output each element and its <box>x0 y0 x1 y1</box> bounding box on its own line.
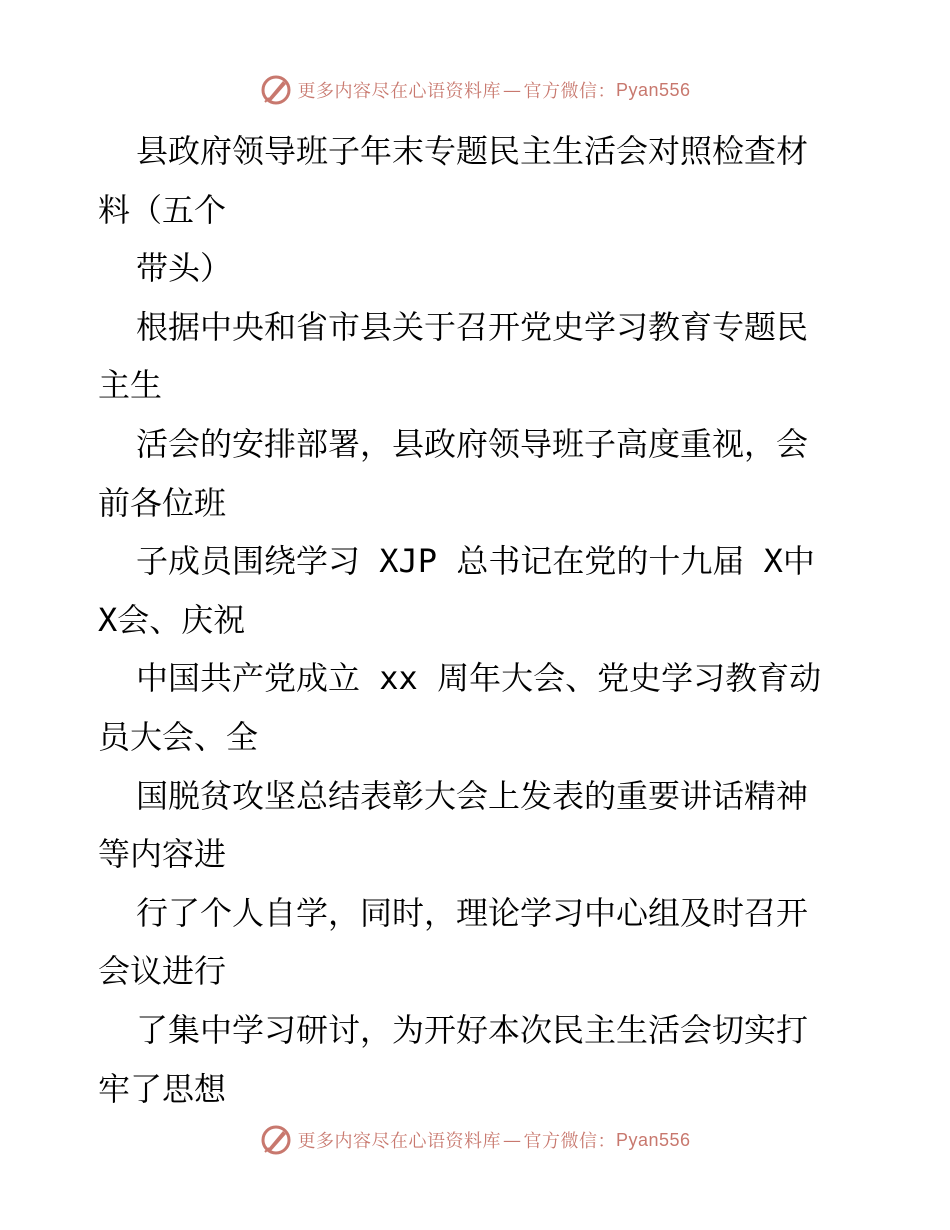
document-line: 牢了思想 <box>98 1069 227 1108</box>
document-line: 了集中学习研讨，为开好本次民主生活会切实打 <box>136 1010 809 1049</box>
watermark-text: 更多内容尽在心语资料库 <box>297 1131 501 1152</box>
document-line: X会、庆祝 <box>98 600 246 639</box>
document-line: 会议进行 <box>98 952 227 991</box>
document-line: 带头） <box>136 249 233 288</box>
watermark-wechat-id: Pyan556 <box>615 1129 691 1150</box>
document-line: 根据中央和省市县关于召开党史学习教育专题民 <box>136 307 809 346</box>
document-line: 主生 <box>98 366 163 405</box>
document-line: 前各位班 <box>98 483 227 522</box>
document-line: 活会的安排部署，县政府领导班子高度重视，会 <box>136 424 809 463</box>
watermark-wechat-label: 官方微信： <box>523 81 616 102</box>
watermark-wechat-id: Pyan556 <box>615 79 691 100</box>
document-line: 县政府领导班子年末专题民主生活会对照检查材 <box>136 132 809 170</box>
watermark-separator: — <box>502 79 522 101</box>
document-line: 等内容进 <box>98 835 227 874</box>
document-line: 子成员围绕学习 XJP 总书记在党的十九届 X中 <box>136 542 815 581</box>
document-line: 中国共产党成立 xx 周年大会、党史学习教育动 <box>136 659 822 698</box>
document-line: 国脱贫攻坚总结表彰大会上发表的重要讲话精神 <box>136 776 809 815</box>
watermark-banner-bottom <box>0 1120 950 1160</box>
quill-pen-logo-icon <box>259 73 293 107</box>
document-line: 料（五个 <box>98 190 227 229</box>
document-body <box>98 122 878 1118</box>
watermark-text: 更多内容尽在心语资料库 <box>297 81 501 102</box>
watermark-banner-top <box>0 70 950 110</box>
watermark-separator: — <box>502 1129 522 1151</box>
watermark-wechat-label: 官方微信： <box>523 1131 616 1152</box>
document-line: 行了个人自学，同时，理论学习中心组及时召开 <box>136 893 809 932</box>
document-line: 员大会、全 <box>98 717 259 756</box>
quill-pen-logo-icon <box>259 1123 293 1157</box>
